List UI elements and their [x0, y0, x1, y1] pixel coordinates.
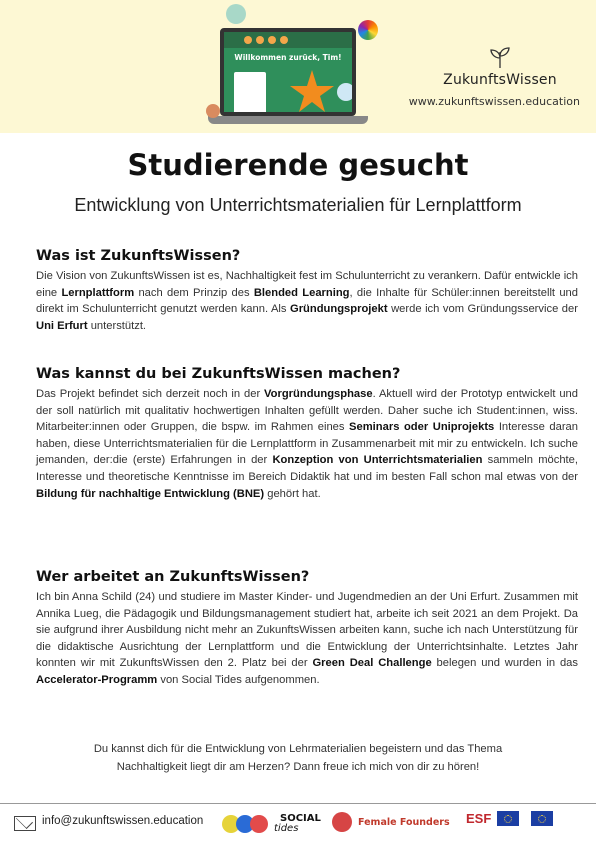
page-title: Studierende gesucht	[127, 148, 469, 182]
laptop-illustration	[208, 14, 368, 132]
esf-text: ESF	[466, 811, 492, 826]
body-text: Ich bin Anna Schild (24) und studiere im Master Kinder- und Jugendmedien an der Uni Erfurt. Zusammen mit Annika Lueg, die Pädagogik und Bildungsmanagement studiert hat, arbeite ich seit 2021 an dem Projekt. Da sie aufgrund ihrer Ausbildung nicht mehr an ZukunftsWissen arbeiten kann, suche ich nach Unterstützung für die didaktische Ausrichtung der Lernplattform und die Entwicklung der Unterrichtsinhalte. Letztes Jahr konnten wir mit ZukunftsWissen den 2. Platz bei der	[36, 591, 578, 670]
female-founders-icon	[332, 812, 352, 832]
closing-line: Nachhaltigkeit liegt dir am Herzen? Dann freue ich mich von dir zu hören!	[116, 761, 480, 773]
logo-text: ZukunftsWissen	[443, 72, 557, 88]
body-text: nach dem Prinzip des	[134, 286, 254, 299]
bold-term: Green Deal Challenge	[312, 657, 432, 670]
social-tides-word1: SOCIAL	[280, 813, 321, 824]
closing-line: Du kannst dich für die Entwicklung von Lehrmaterialien begeistern und das Thema	[93, 743, 503, 755]
closing-text	[40, 740, 556, 776]
eu-flag-icon	[497, 811, 519, 826]
header-banner	[0, 0, 596, 133]
female-founders-logo	[332, 812, 450, 832]
body-text: . Aktuell wird der Prototyp entwickelt und der soll natürlich mit qualitativ hochwertigen Inhalten gefüllt werden. Daher suche ich Student:innen, wiss. Mitarbeiter:innen oder Gruppen, die bspw. im Rahmen eines	[36, 388, 578, 434]
bold-term: Blended Learning	[253, 286, 350, 299]
body-text: von Social Tides aufgenommen.	[157, 673, 320, 686]
zukunftswissen-logo	[440, 46, 560, 88]
globe-icon	[226, 4, 246, 24]
section-body	[36, 386, 578, 502]
social-tides-word2: tides	[274, 823, 299, 834]
bold-term: Vorgründungsphase	[264, 388, 373, 400]
section-body	[36, 589, 578, 689]
section-heading: Was kannst du bei ZukunftsWissen machen?	[36, 366, 401, 382]
section-what-can-you-do	[36, 366, 578, 502]
eu-flag-icon	[531, 811, 553, 826]
character-icon	[206, 104, 220, 118]
footer	[0, 803, 596, 842]
bold-term: Lernplattform	[61, 286, 135, 299]
female-founders-text: Female Founders	[358, 816, 450, 828]
plant-logo-icon	[485, 46, 515, 68]
contact-email[interactable]: info@zukunftswissen.education	[42, 815, 204, 827]
laptop-base	[208, 116, 368, 124]
mail-icon	[14, 816, 36, 831]
body-text: gehört hat.	[264, 487, 321, 500]
bold-term: Bildung für nachhaltige Entwicklung (BNE)	[36, 487, 265, 500]
body-text: , die Inhalte für Schüler:innen bereitstellt und direkt im Schulunterricht genutzt werden kann. Als	[36, 286, 578, 316]
body-text: belegen und wurden in das	[431, 657, 578, 670]
body-text: unterstützt.	[87, 319, 147, 332]
body-text: Die Vision von ZukunftsWissen ist es, Nachhaltigkeit fest im Schulunterricht zu verankern. Dafür entwickle ich eine	[36, 270, 578, 299]
section-body	[36, 268, 578, 334]
body-text: werde ich vom Gründungsservice der	[387, 303, 578, 316]
social-tides-logo	[222, 812, 321, 836]
page-subtitle: Entwicklung von Unterrichtsmaterialien für Lernplattform	[74, 195, 522, 215]
bold-term: Accelerator-Programm	[36, 673, 158, 686]
screen-toolbar	[224, 32, 352, 48]
section-heading: Was ist ZukunftsWissen?	[36, 248, 241, 264]
bold-term: Seminars oder Uniprojekts	[349, 421, 495, 434]
section-heading: Wer arbeitet an ZukunftsWissen?	[36, 569, 310, 585]
body-text: sammeln möchte, Interesse und theoretische Kenntnisse im Bereich Didaktik hat und im besten Fall schon mal etwas von der	[36, 454, 578, 483]
section-what-is	[36, 248, 578, 334]
bold-term: Gründungsprojekt	[290, 303, 388, 316]
screen-graphics	[224, 62, 356, 116]
body-text: Das Projekt befindet sich derzeit noch in der	[36, 388, 265, 400]
laptop-screen	[220, 28, 356, 116]
bold-term: Uni Erfurt	[36, 319, 88, 332]
sdg-wheel-icon	[358, 20, 378, 40]
website-url[interactable]: www.zukunftswissen.education	[408, 95, 580, 108]
body-text: Interesse daran haben, diese Unterrichtsmaterialien für die Lernplattform in Zusammenarbeit mit mir zu entwickeln. Ich suche jemanden, der:die (erste) Erfahrungen in der	[36, 421, 578, 467]
section-who-works	[36, 569, 578, 689]
esf-eu-logos	[466, 811, 553, 826]
screen-welcome-text: Willkommen zurück, Tim!	[234, 53, 342, 62]
bold-term: Konzeption von Unterrichtsmaterialien	[272, 454, 483, 467]
